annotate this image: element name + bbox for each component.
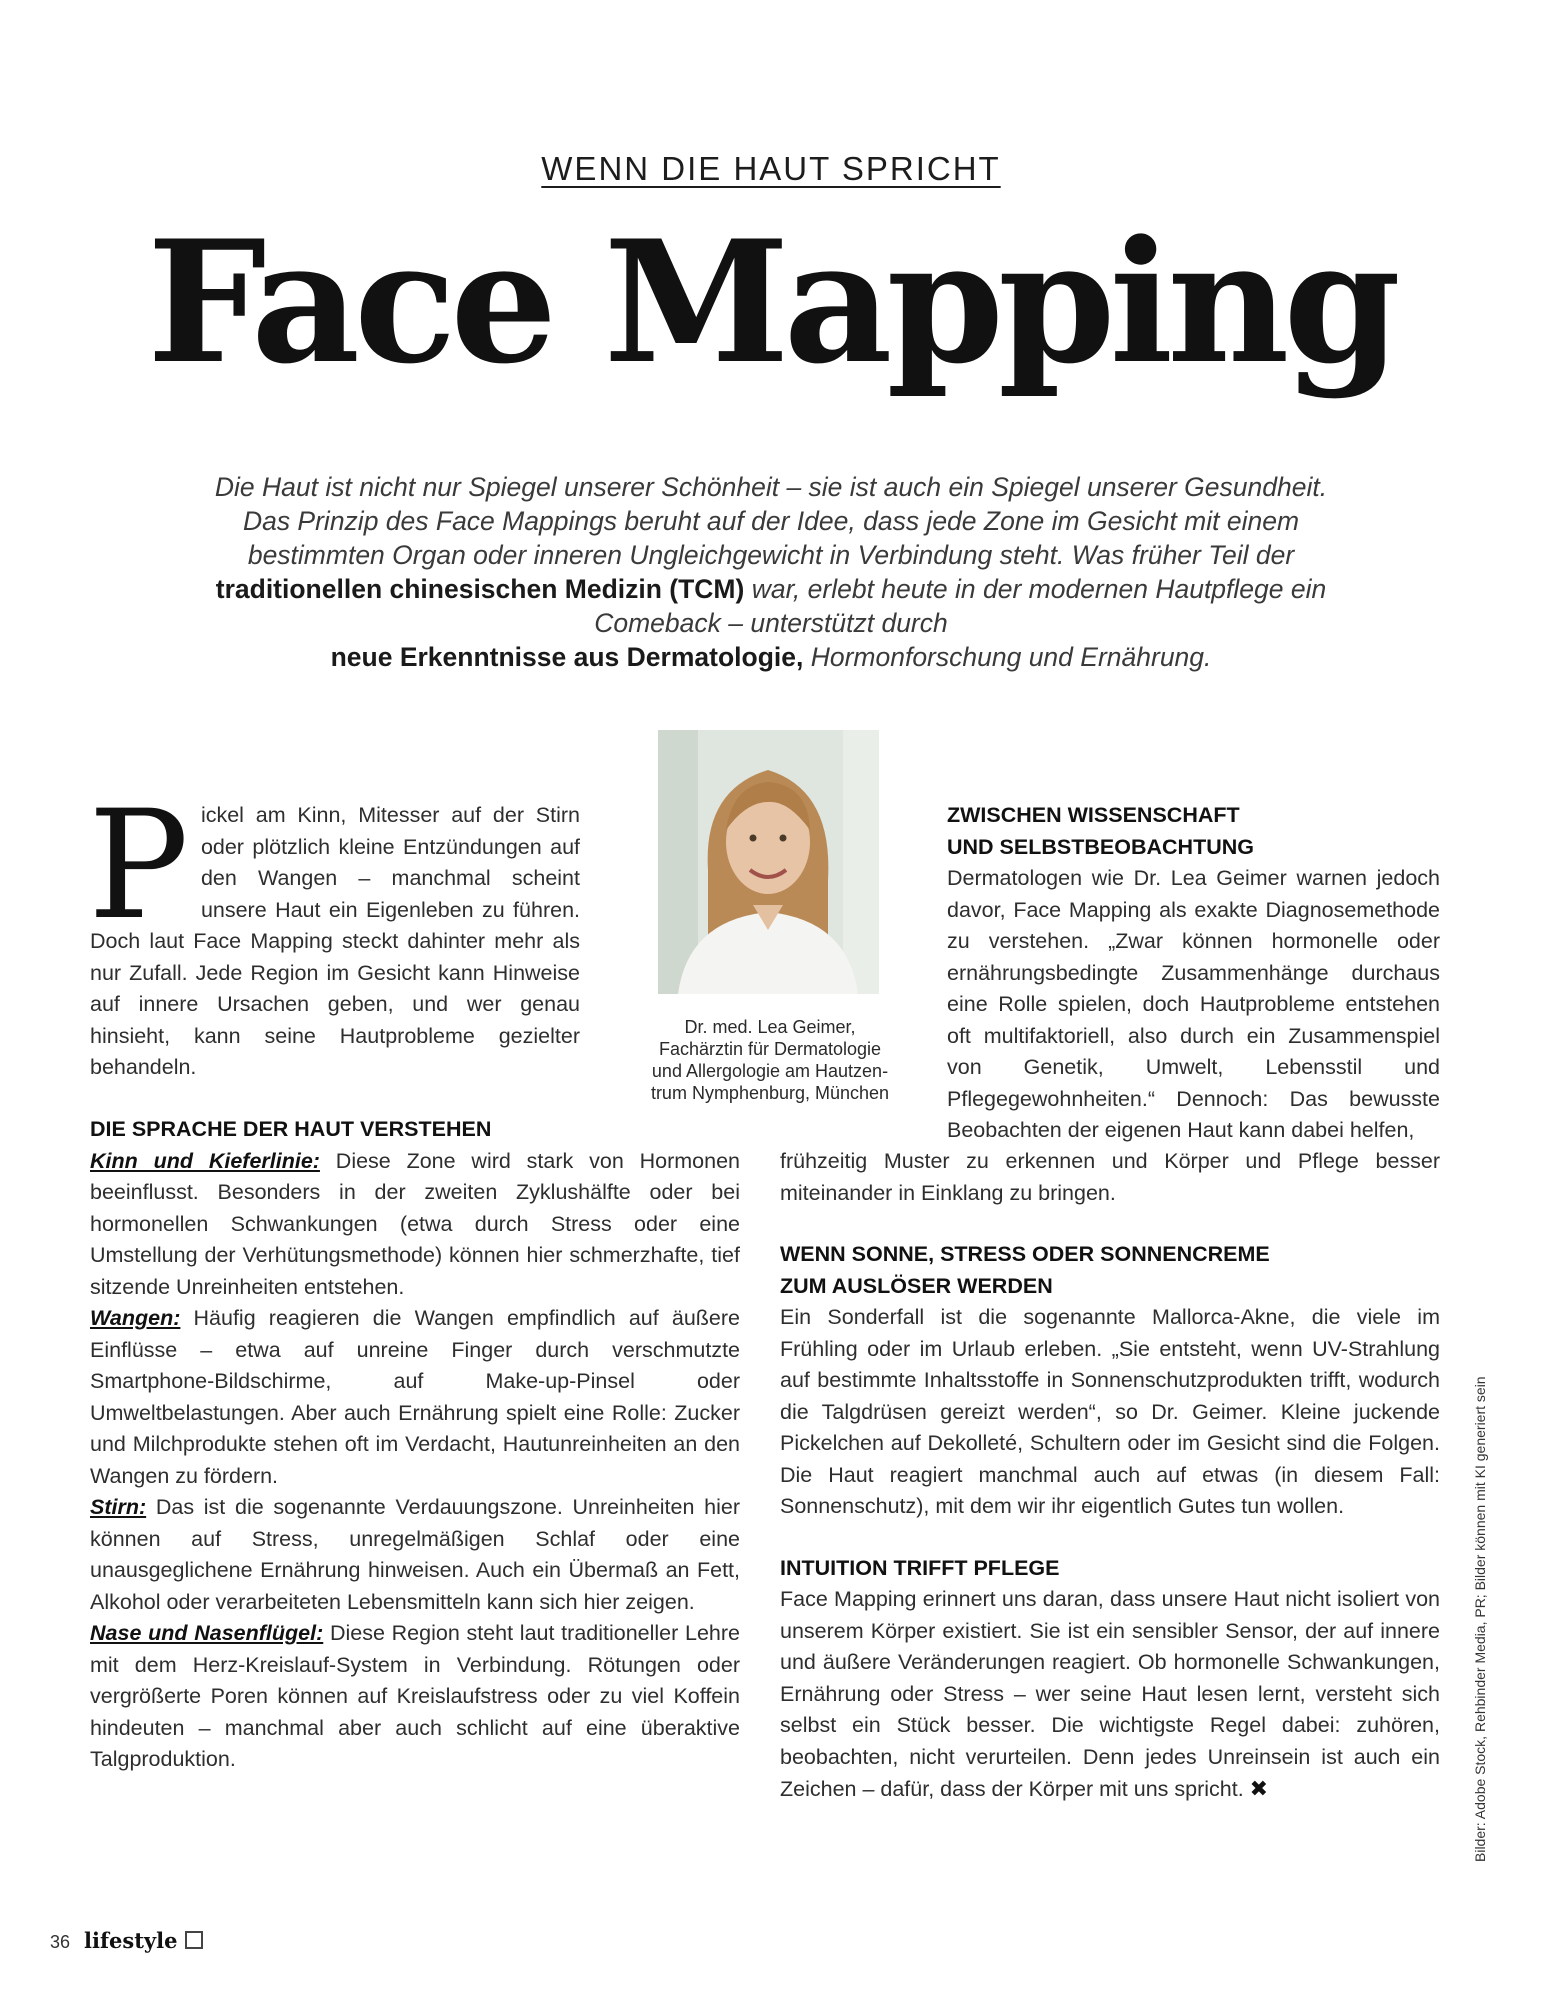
- zone-term: Nase und Nasenflügel:: [90, 1621, 324, 1645]
- section-heading: WENN SONNE, STRESS ODER SONNENCREME: [780, 1242, 1270, 1266]
- magazine-logo-icon: [185, 1931, 203, 1949]
- zone-term: Stirn:: [90, 1495, 147, 1519]
- lead-bold-2: neue Erkenntnisse aus Dermatologie,: [330, 642, 804, 672]
- image-credit: Bilder: Adobe Stock, Rehbinder Media, PR; Bilder können mit KI generiert sein: [1472, 1376, 1488, 1862]
- zone-nase: [90, 1618, 740, 1776]
- zone-text: Diese Zone wird stark von Hormonen beeinflusst. Besonders in der zweiten Zyklushälfte oder bei hormonellen Schwankungen (etwa durch Stress oder eine Umstellung der Verhütungsmethode) können hier schmerzhafte, tief sitzende Unreinheiten entstehen.: [90, 1148, 740, 1299]
- drop-cap: P: [88, 779, 189, 953]
- zone-text: Häufig reagieren die Wangen empfindlich auf äußere Einflüsse – etwa auf unreine Finger durch verschmutzte Smartphone-Bildschirme, auf Make-up-Pinsel oder Umweltbelastungen. Aber auch Ernährung spielt eine Rolle: Zucker und Milchprodukte stehen oft im Verdacht, Hautunreinheiten an den Wangen zu fördern.: [90, 1306, 740, 1488]
- right-column: [780, 1146, 1440, 1806]
- end-mark-icon: ✖: [1249, 1776, 1269, 1801]
- portrait-photo: [658, 730, 879, 994]
- magazine-name: lifestyle: [84, 1928, 178, 1953]
- zone-text: Das ist die sogenannte Verdauungszone. Unreinheiten hier können auf Stress, unregelmäßigen Schlaf oder eine unausgeglichene Ernährung hinweisen. Auch ein Übermaß an Fett, Alkohol oder verarbeiteten Lebensmitteln kann sich hier zeigen.: [90, 1495, 740, 1614]
- lead-text-3: Hormonforschung und Ernährung.: [803, 642, 1212, 672]
- zone-term: Kinn und Kieferlinie:: [90, 1148, 320, 1173]
- article-title: Face Mapping: [147, 203, 1395, 401]
- caption-line: Fachärztin für Dermatologie: [658, 1039, 882, 1059]
- section-heading: UND SELBSTBEOBACHTUNG: [947, 834, 1254, 859]
- intuition-text: Face Mapping erinnert uns daran, dass unsere Haut nicht isoliert von unserem Körper existiert. Sie ist ein sensibler Sensor, der auf innere und äußere Veränderungen reagiert. Ob hormonelle Schwankungen, Ernährung oder Stress – wer seine Haut lesen lernt, versteht sich selbst ein Stück besser. Die wichtigste Regel dabei: zuhören, beobachten, nicht verurteilen. Denn jedes Unreinsein ist auch ein Zeichen – dafür, dass der Körper mit uns spricht.: [780, 1587, 1440, 1801]
- section-heading: DIE SPRACHE DER HAUT VERSTEHEN: [90, 1117, 492, 1141]
- caption-line: Dr. med. Lea Geimer,: [684, 1017, 856, 1037]
- page-number: 36: [50, 1932, 71, 1952]
- zone-kinn: [90, 1146, 740, 1304]
- section-science-top: [947, 800, 1440, 1147]
- lead-paragraph: [200, 470, 1342, 674]
- zone-term: Wangen:: [90, 1306, 181, 1330]
- section-heading: INTUITION TRIFFT PFLEGE: [780, 1555, 1060, 1580]
- section-heading: ZUM AUSLÖSER WERDEN: [780, 1273, 1053, 1298]
- photo-caption: [600, 1016, 940, 1104]
- caption-line: und Allergologie am Hautzen-: [651, 1061, 889, 1081]
- zone-stirn: [90, 1492, 740, 1618]
- zone-wangen: [90, 1303, 740, 1492]
- page-footer: [50, 1928, 203, 1953]
- section-language: [90, 1114, 740, 1776]
- lead-text-2: war, erlebt heute in der modernen Hautpflege ein Comeback – unterstützt durch: [594, 574, 1327, 638]
- zone-text: Diese Region steht laut traditioneller Lehre mit dem Herz-Kreislauf-System in Verbindung. Rötungen oder vergrößerte Poren können auf Kreislaufstress oder zu viel Koffein hindeuten – manchmal aber auch schlicht auf eine überaktive Talgproduktion.: [90, 1621, 741, 1771]
- sun-text: Ein Sonderfall ist die sogenannte Mallorca-Akne, die viele im Frühling oder im Urlaub erleben. „Sie entsteht, wenn UV-Strahlung auf bestimmte Inhaltsstoffe in Sonnenschutzprodukten trifft, wodurch die Talgdrüsen gereizt werden“, so Dr. Geimer. Kleine juckende Pickelchen auf Dekolleté, Schultern oder im Gesicht sind die Folgen. Die Haut reagiert manchmal auch auf etwas (in diesem Fall: Sonnenschutz), mit dem wir ihr eigentlich Gutes tun wollen.: [780, 1305, 1440, 1518]
- caption-line: trum Nymphenburg, München: [650, 1083, 890, 1103]
- intro-text: ickel am Kinn, Mitesser auf der Stirn oder plötzlich kleine Entzündungen auf den Wangen – manchmal scheint unsere Haut ein Eigenleben zu führen. Doch laut Face Mapping steckt dahinter mehr als nur Zufall. Jede Region im Gesicht kann Hinweise auf innere Ursachen geben, und wer genau hinsieht, kann seine Hautprobleme gezielter behandeln.: [90, 803, 580, 1079]
- science-text-continued: frühzeitig Muster zu erkennen und Körper und Pflege besser miteinander in Einklang zu bringen.: [780, 1149, 1440, 1205]
- intro-paragraph: [88, 779, 580, 1084]
- lead-bold-1: traditionellen chinesischen Medizin (TCM): [215, 574, 745, 604]
- section-heading: ZWISCHEN WISSENSCHAFT: [947, 803, 1240, 827]
- section-kicker: WENN DIE HAUT SPRICHT: [541, 150, 1001, 187]
- science-text: Dermatologen wie Dr. Lea Geimer warnen jedoch davor, Face Mapping als exakte Diagnosemethode zu verstehen. „Zwar können hormonelle oder ernährungsbedingte Zusammenhänge durchaus eine Rolle spielen, doch Hautprobleme entstehen oft multifaktoriell, also durch ein Zusammenspiel von Genetik, Umwelt, Lebensstil und Pflegegewohnheiten.“ Dennoch: Das bewusste Beobachten der eigenen Haut kann dabei helfen,: [947, 866, 1440, 1142]
- intuition-paragraph: [780, 1584, 1440, 1806]
- lead-text-1: Die Haut ist nicht nur Spiegel unserer Schönheit – sie ist auch ein Spiegel unserer Gesundheit. Das Prinzip des Face Mappings beruht auf der Idee, dass jede Zone im Gesicht mit einem bestimmten Organ oder inneren Ungleichgewicht in Verbindung steht. Was früher Teil der: [214, 472, 1328, 570]
